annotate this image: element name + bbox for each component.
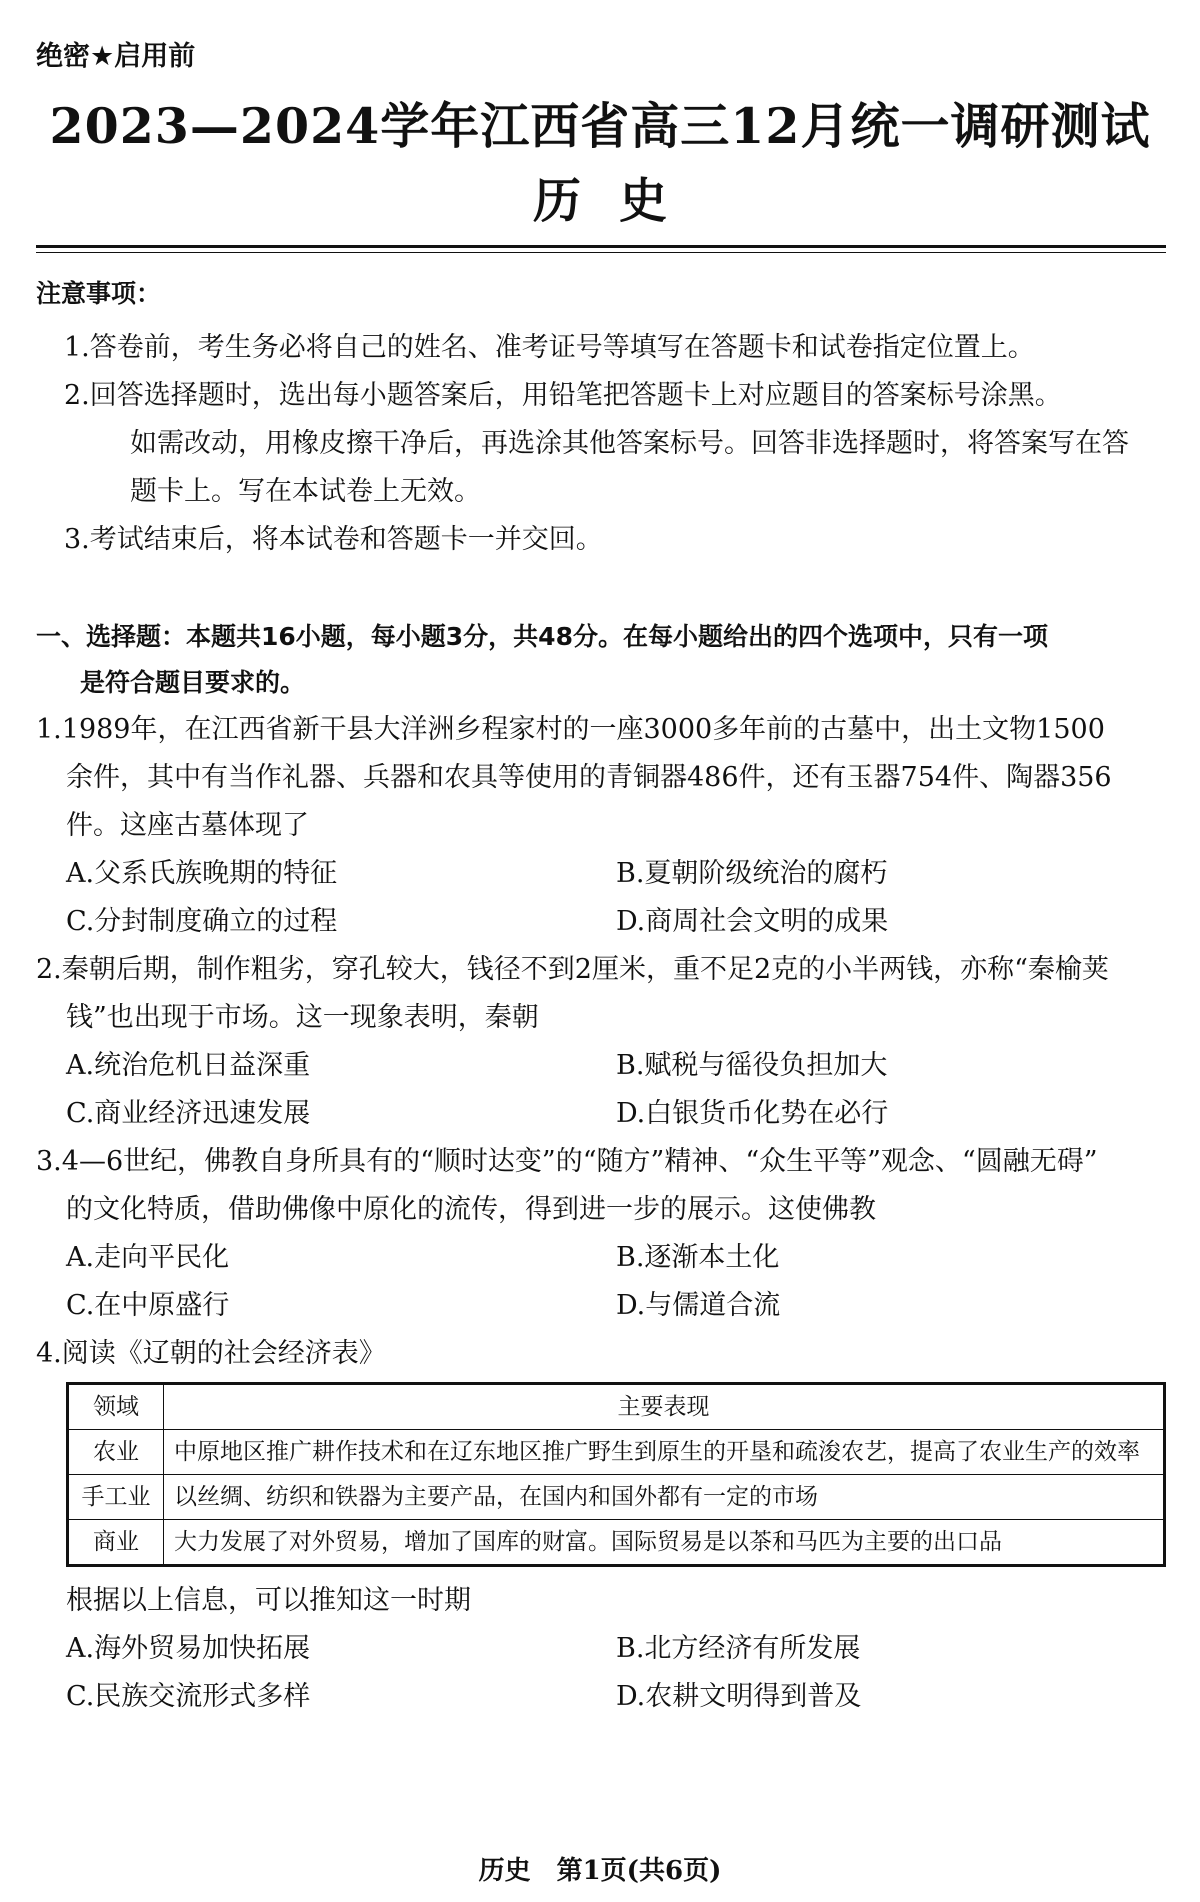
subject-title: 历史 <box>532 173 705 229</box>
question-1 <box>36 706 1166 946</box>
option-a: A.统治危机日益深重 <box>66 1050 311 1081</box>
question-options <box>36 1042 1166 1138</box>
option-c: C.商业经济迅速发展 <box>66 1098 311 1129</box>
header-rule-thick <box>36 245 1166 248</box>
question-stem-line: 4.阅读《辽朝的社会经济表》 <box>36 1338 386 1369</box>
notice-item-2: 2.回答选择题时，选出每小题答案后，用铅笔把答题卡上对应题目的答案标号涂黑。 <box>64 380 1062 411</box>
option-d: D.与儒道合流 <box>616 1290 781 1321</box>
option-b: B.北方经济有所发展 <box>616 1633 861 1664</box>
option-a: A.父系氏族晚期的特征 <box>66 858 338 889</box>
table-cell-field: 农业 <box>68 1430 164 1475</box>
exam-title: 2023—2024学年江西省高三12月统一调研测试 <box>49 97 1151 155</box>
table-header-row <box>68 1384 1165 1430</box>
option-b: B.逐渐本土化 <box>616 1242 780 1273</box>
question-stem-line: 件。这座古墓体现了 <box>66 810 309 841</box>
section-heading <box>36 614 1166 706</box>
option-d: D.商周社会文明的成果 <box>616 906 889 937</box>
option-b: B.夏朝阶级统治的腐朽 <box>616 858 888 889</box>
option-c: C.在中原盛行 <box>66 1290 230 1321</box>
option-d: D.农耕文明得到普及 <box>616 1681 862 1712</box>
section-heading-line-1: 一、选择题：本题共16小题，每小题3分，共48分。在每小题给出的四个选项中，只有一项 <box>36 622 1048 651</box>
question-options <box>36 850 1166 946</box>
question-stem-line: 的文化特质，借助佛像中原化的流传，得到进一步的展示。这使佛教 <box>66 1194 876 1225</box>
table-cell-desc: 大力发展了对外贸易，增加了国库的财富。国际贸易是以茶和马匹为主要的出口品 <box>164 1520 1165 1566</box>
notice-item-3: 3.考试结束后，将本试卷和答题卡一并交回。 <box>64 524 603 555</box>
question-stem-line: 钱”也出现于市场。这一现象表明，秦朝 <box>66 1002 539 1033</box>
notice-heading: 注意事项： <box>36 279 162 308</box>
header-rule-thin <box>36 252 1166 253</box>
question-stem-line: 1.1989年，在江西省新干县大洋洲乡程家村的一座3000多年前的古墓中，出土文物1500 <box>36 714 1105 745</box>
table-row <box>68 1475 1165 1520</box>
table-cell-field: 手工业 <box>68 1475 164 1520</box>
question-4 <box>36 1330 1166 1721</box>
page-footer: 历史 第1页(共6页) <box>478 1856 722 1886</box>
option-d: D.白银货币化势在必行 <box>616 1098 889 1129</box>
table-header-cell: 主要表现 <box>164 1384 1165 1430</box>
question-2 <box>36 946 1166 1138</box>
question-options <box>36 1234 1166 1330</box>
option-a: A.走向平民化 <box>66 1242 230 1273</box>
table-cell-desc: 以丝绸、纺织和铁器为主要产品，在国内和国外都有一定的市场 <box>164 1475 1165 1520</box>
table-row <box>68 1520 1165 1566</box>
question-options <box>36 1625 1166 1721</box>
confidential-mark: 绝密★启用前 <box>36 41 196 72</box>
notice-item-2-cont-2: 题卡上。写在本试卷上无效。 <box>130 476 481 507</box>
table-cell-field: 商业 <box>68 1520 164 1566</box>
option-c: C.分封制度确立的过程 <box>66 906 338 937</box>
question-stem-line: 3.4—6世纪，佛教自身所具有的“顺时达变”的“随方”精神、“众生平等”观念、“圆融无碍” <box>36 1146 1098 1177</box>
notice-item-2-cont-1: 如需改动，用橡皮擦干净后，再选涂其他答案标号。回答非选择题时，将答案写在答 <box>130 428 1129 459</box>
option-c: C.民族交流形式多样 <box>66 1681 311 1712</box>
question-3 <box>36 1138 1166 1330</box>
question-stem-line: 余件，其中有当作礼器、兵器和农具等使用的青铜器486件，还有玉器754件、陶器356 <box>66 762 1112 793</box>
question-stem-line: 根据以上信息，可以推知这一时期 <box>66 1585 471 1616</box>
content <box>36 270 1166 1721</box>
table-header-cell: 领域 <box>68 1384 164 1430</box>
table-cell-desc: 中原地区推广耕作技术和在辽东地区推广野生到原生的开垦和疏浚农艺，提高了农业生产的效率 <box>164 1430 1165 1475</box>
table-row <box>68 1430 1165 1475</box>
liao-economy-table <box>66 1382 1166 1567</box>
section-heading-line-2: 是符合题目要求的。 <box>80 668 306 697</box>
option-a: A.海外贸易加快拓展 <box>66 1633 311 1664</box>
option-b: B.赋税与徭役负担加大 <box>616 1050 888 1081</box>
question-stem-line: 2.秦朝后期，制作粗劣，穿孔较大，钱径不到2厘米，重不足2克的小半两钱，亦称“秦榆荚 <box>36 954 1109 985</box>
notice-item-1: 1.答卷前，考生务必将自己的姓名、准考证号等填写在答题卡和试卷指定位置上。 <box>64 332 1035 363</box>
